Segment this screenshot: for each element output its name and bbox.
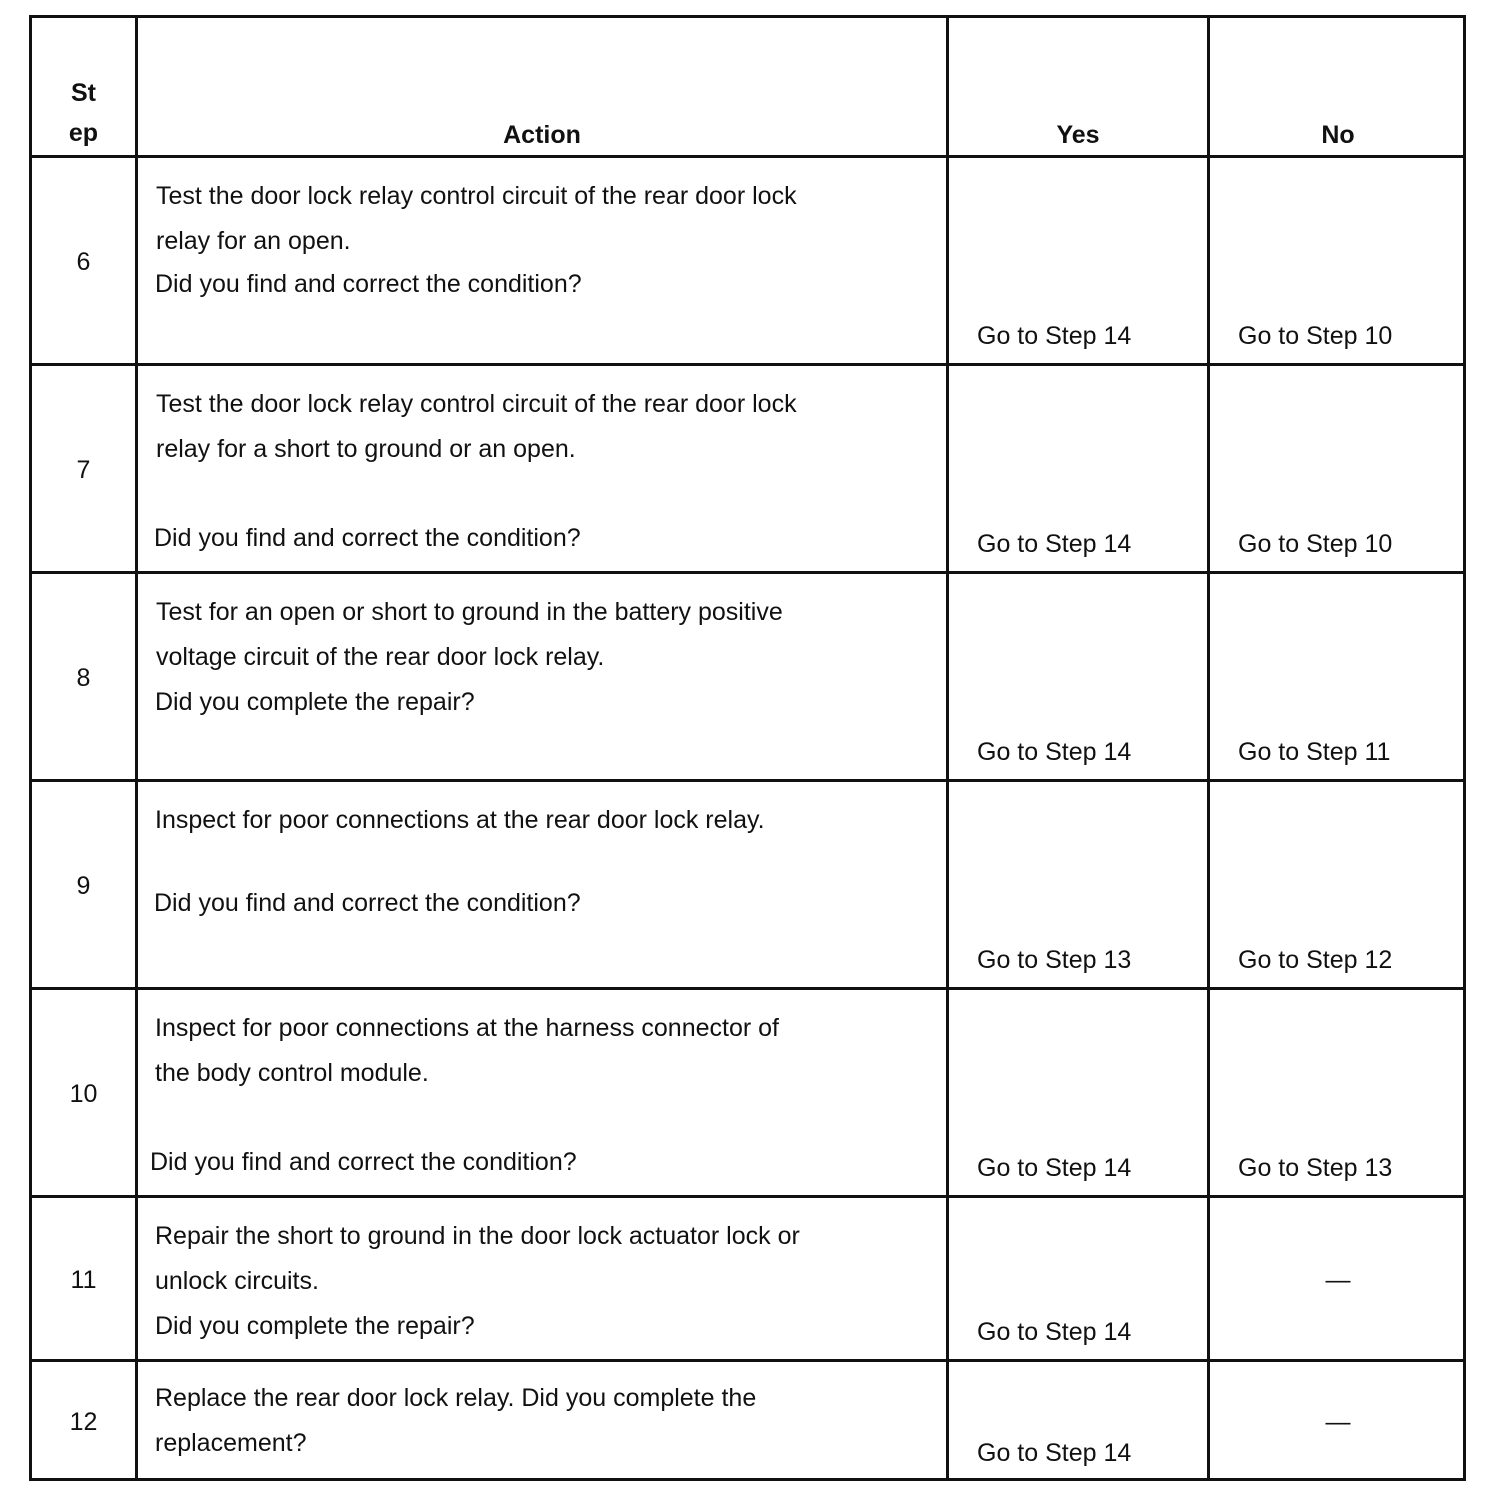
no-cell: [1210, 1362, 1466, 1481]
yes-target: Go to Step 13: [977, 946, 1132, 974]
action-line: Replace the rear door lock relay. Did you complete the: [155, 1384, 757, 1412]
action-line: Inspect for poor connections at the rear door lock relay.: [155, 806, 765, 834]
no-target: —: [1325, 1266, 1351, 1294]
action-line: Did you find and correct the condition?: [150, 1148, 577, 1176]
action-line: Test the door lock relay control circuit of the rear door lock: [156, 390, 797, 418]
action-cell: [138, 158, 946, 366]
no-target: Go to Step 13: [1238, 1154, 1393, 1182]
yes-target: Go to Step 14: [977, 322, 1132, 350]
action-line: Did you complete the repair?: [155, 688, 475, 716]
yes-cell: [949, 782, 1207, 990]
action-cell: [138, 574, 946, 782]
table-row: [32, 987, 1463, 1198]
diagnostic-table: [29, 15, 1466, 1481]
table-row: [32, 779, 1463, 990]
action-line: relay for an open.: [156, 227, 351, 255]
table-row: [32, 363, 1463, 574]
no-cell: [1210, 574, 1466, 782]
header-action: [138, 18, 946, 158]
action-cell: [138, 782, 946, 990]
yes-target: Go to Step 14: [977, 1318, 1132, 1346]
step-cell: [32, 1198, 135, 1362]
yes-target: Go to Step 14: [977, 1154, 1132, 1182]
table-row: [32, 1359, 1463, 1481]
action-line: Did you find and correct the condition?: [154, 889, 581, 917]
no-target: Go to Step 12: [1238, 946, 1393, 974]
action-line: Did you complete the repair?: [155, 1312, 475, 1340]
header-yes-label: Yes: [1056, 121, 1100, 149]
action-line: Repair the short to ground in the door lock actuator lock or: [155, 1222, 800, 1250]
action-cell: [138, 1198, 946, 1362]
step-number: 8: [76, 664, 91, 692]
action-line: Test the door lock relay control circuit of the rear door lock: [156, 182, 797, 210]
action-cell: [138, 990, 946, 1198]
header-action-label: Action: [503, 121, 581, 149]
step-cell: [32, 574, 135, 782]
step-number: 9: [76, 872, 91, 900]
header-row: [32, 18, 1463, 158]
action-line: Did you find and correct the condition?: [154, 524, 581, 552]
action-cell: [138, 1362, 946, 1481]
action-line: the body control module.: [155, 1059, 429, 1087]
action-line: replacement?: [155, 1429, 307, 1457]
no-target: —: [1325, 1407, 1351, 1436]
yes-cell: [949, 158, 1207, 366]
yes-target: Go to Step 14: [977, 738, 1132, 766]
table-row: [32, 1195, 1463, 1362]
header-step-label: St ep: [68, 79, 99, 147]
yes-cell: [949, 366, 1207, 574]
step-number: 12: [69, 1407, 98, 1436]
action-cell: [138, 366, 946, 574]
action-line: Inspect for poor connections at the harness connector of: [155, 1014, 779, 1042]
action-line: unlock circuits.: [155, 1267, 319, 1295]
no-cell: [1210, 782, 1466, 990]
no-cell: [1210, 990, 1466, 1198]
step-number: 10: [69, 1080, 98, 1108]
yes-cell: [949, 574, 1207, 782]
action-line: relay for a short to ground or an open.: [156, 435, 576, 463]
yes-cell: [949, 1362, 1207, 1481]
no-target: Go to Step 10: [1238, 322, 1393, 350]
step-cell: [32, 782, 135, 990]
step-number: 6: [76, 248, 91, 276]
step-cell: [32, 158, 135, 366]
yes-cell: [949, 1198, 1207, 1362]
step-cell: [32, 1362, 135, 1481]
table-row: [32, 155, 1463, 366]
no-cell: [1210, 1198, 1466, 1362]
yes-target: Go to Step 14: [977, 1439, 1132, 1467]
action-line: voltage circuit of the rear door lock relay.: [156, 643, 605, 671]
header-no: [1210, 18, 1466, 158]
no-target: Go to Step 10: [1238, 530, 1393, 558]
header-no-label: No: [1321, 121, 1355, 149]
step-number: 7: [76, 456, 91, 484]
no-cell: [1210, 366, 1466, 574]
yes-target: Go to Step 14: [977, 530, 1132, 558]
no-cell: [1210, 158, 1466, 366]
header-yes: [949, 18, 1207, 158]
step-cell: [32, 366, 135, 574]
step-number: 11: [70, 1266, 97, 1294]
action-line: Did you find and correct the condition?: [155, 270, 582, 298]
no-target: Go to Step 11: [1238, 738, 1391, 766]
header-step: [32, 18, 135, 158]
step-cell: [32, 990, 135, 1198]
yes-cell: [949, 990, 1207, 1198]
action-line: Test for an open or short to ground in the battery positive: [156, 598, 783, 626]
table-row: [32, 571, 1463, 782]
